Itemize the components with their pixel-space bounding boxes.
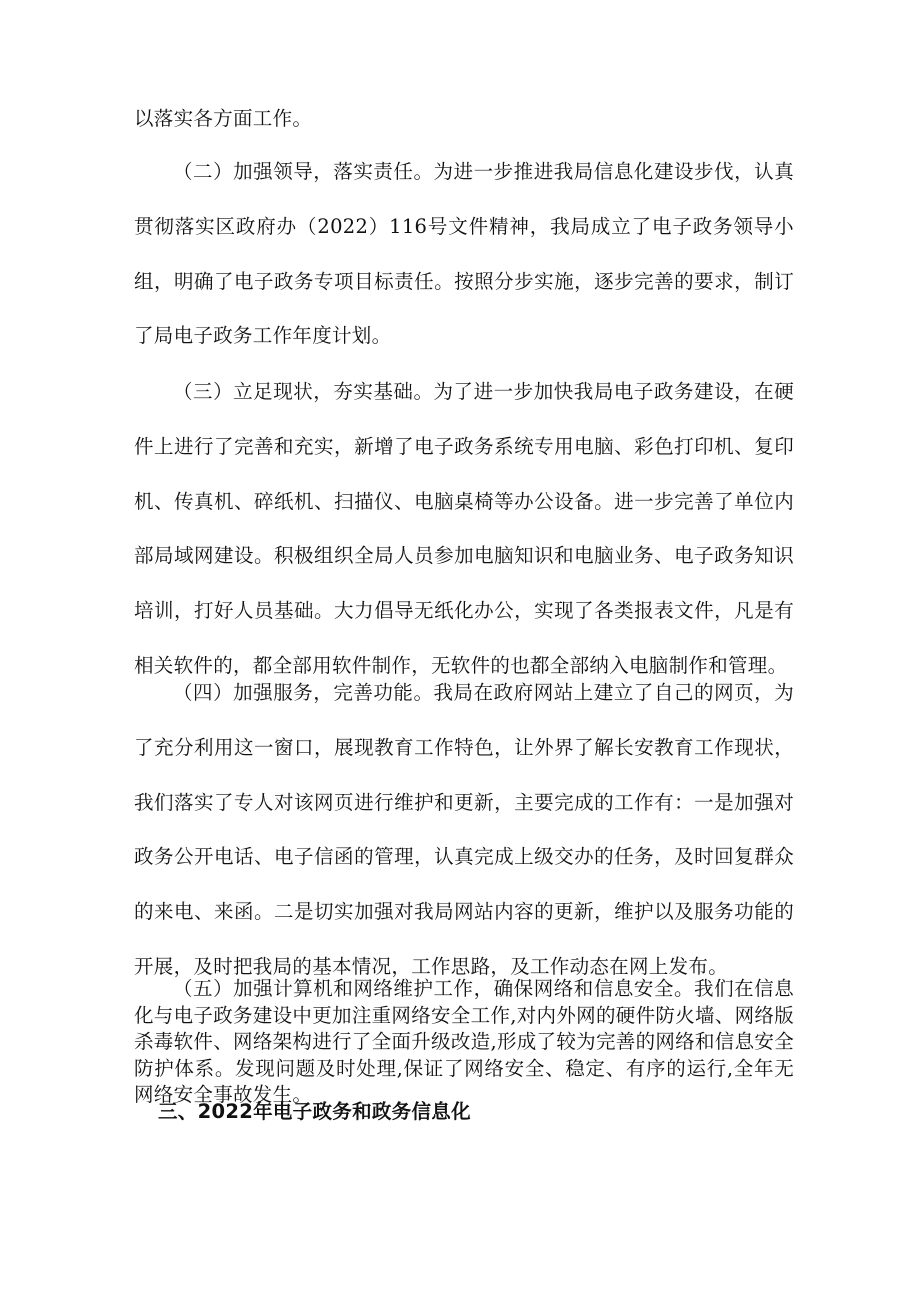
paragraph-leadership: （二）加强领导，落实责任。为进一步推进我局信息化建设步伐，认真贯彻落实区政府办（2022）116号文件精神，我局成立了电子政务领导小组，明确了电子政务专项目标责任。按照分步实施，逐步完善的要求，制订了局电子政务工作年度计划。 bbox=[134, 160, 794, 348]
paragraph-service: （四）加强服务，完善功能。我局在政府网站上建立了自己的网页，为了充分利用这一窗口，展现教育工作特色，让外界了解长安教育工作现状，我们落实了专人对该网页进行维护和更新，主要完成的工作有：一是加强对政务公开电话、电子信函的管理，认真完成上级交办的任务，及时回复群众的来电、来函。二是切实加强对我局网站内容的更新，维护以及服务功能的开展，及时把我局的基本情况，工作思路，及工作动态在网上发布。 bbox=[134, 681, 794, 978]
paragraph-continuation: 以落实各方面工作。 bbox=[134, 107, 313, 130]
paragraph-foundation: （三）立足现状，夯实基础。为了进一步加快我局电子政务建设，在硬件上进行了完善和充实，新增了电子政务系统专用电脑、彩色打印机、复印机、传真机、碎纸机、扫描仪、电脑桌椅等办公设备。进一步完善了单位内部局域网建设。积极组织全局人员参加电脑知识和电脑业务、电子政务知识培训，打好人员基础。大力倡导无纸化办公，实现了各类报表文件，凡是有相关软件的，都全部用软件制作，无软件的也都全部纳入电脑制作和管理。 bbox=[134, 380, 794, 677]
section-heading: 三、2022年电子政务和政务信息化 bbox=[158, 1100, 471, 1123]
paragraph-network-security: （五）加强计算机和网络维护工作，确保网络和信息安全。我们在信息化与电子政务建设中更加注重网络安全工作,对内外网的硬件防火墙、网络版杀毒软件、网络架构进行了全面升级改造,形成了较为完善的网络和信息安全防护体系。发现问题及时处理,保证了网络安全、稳定、有序的运行,全年无网络安全事故发生。 bbox=[134, 977, 794, 1106]
